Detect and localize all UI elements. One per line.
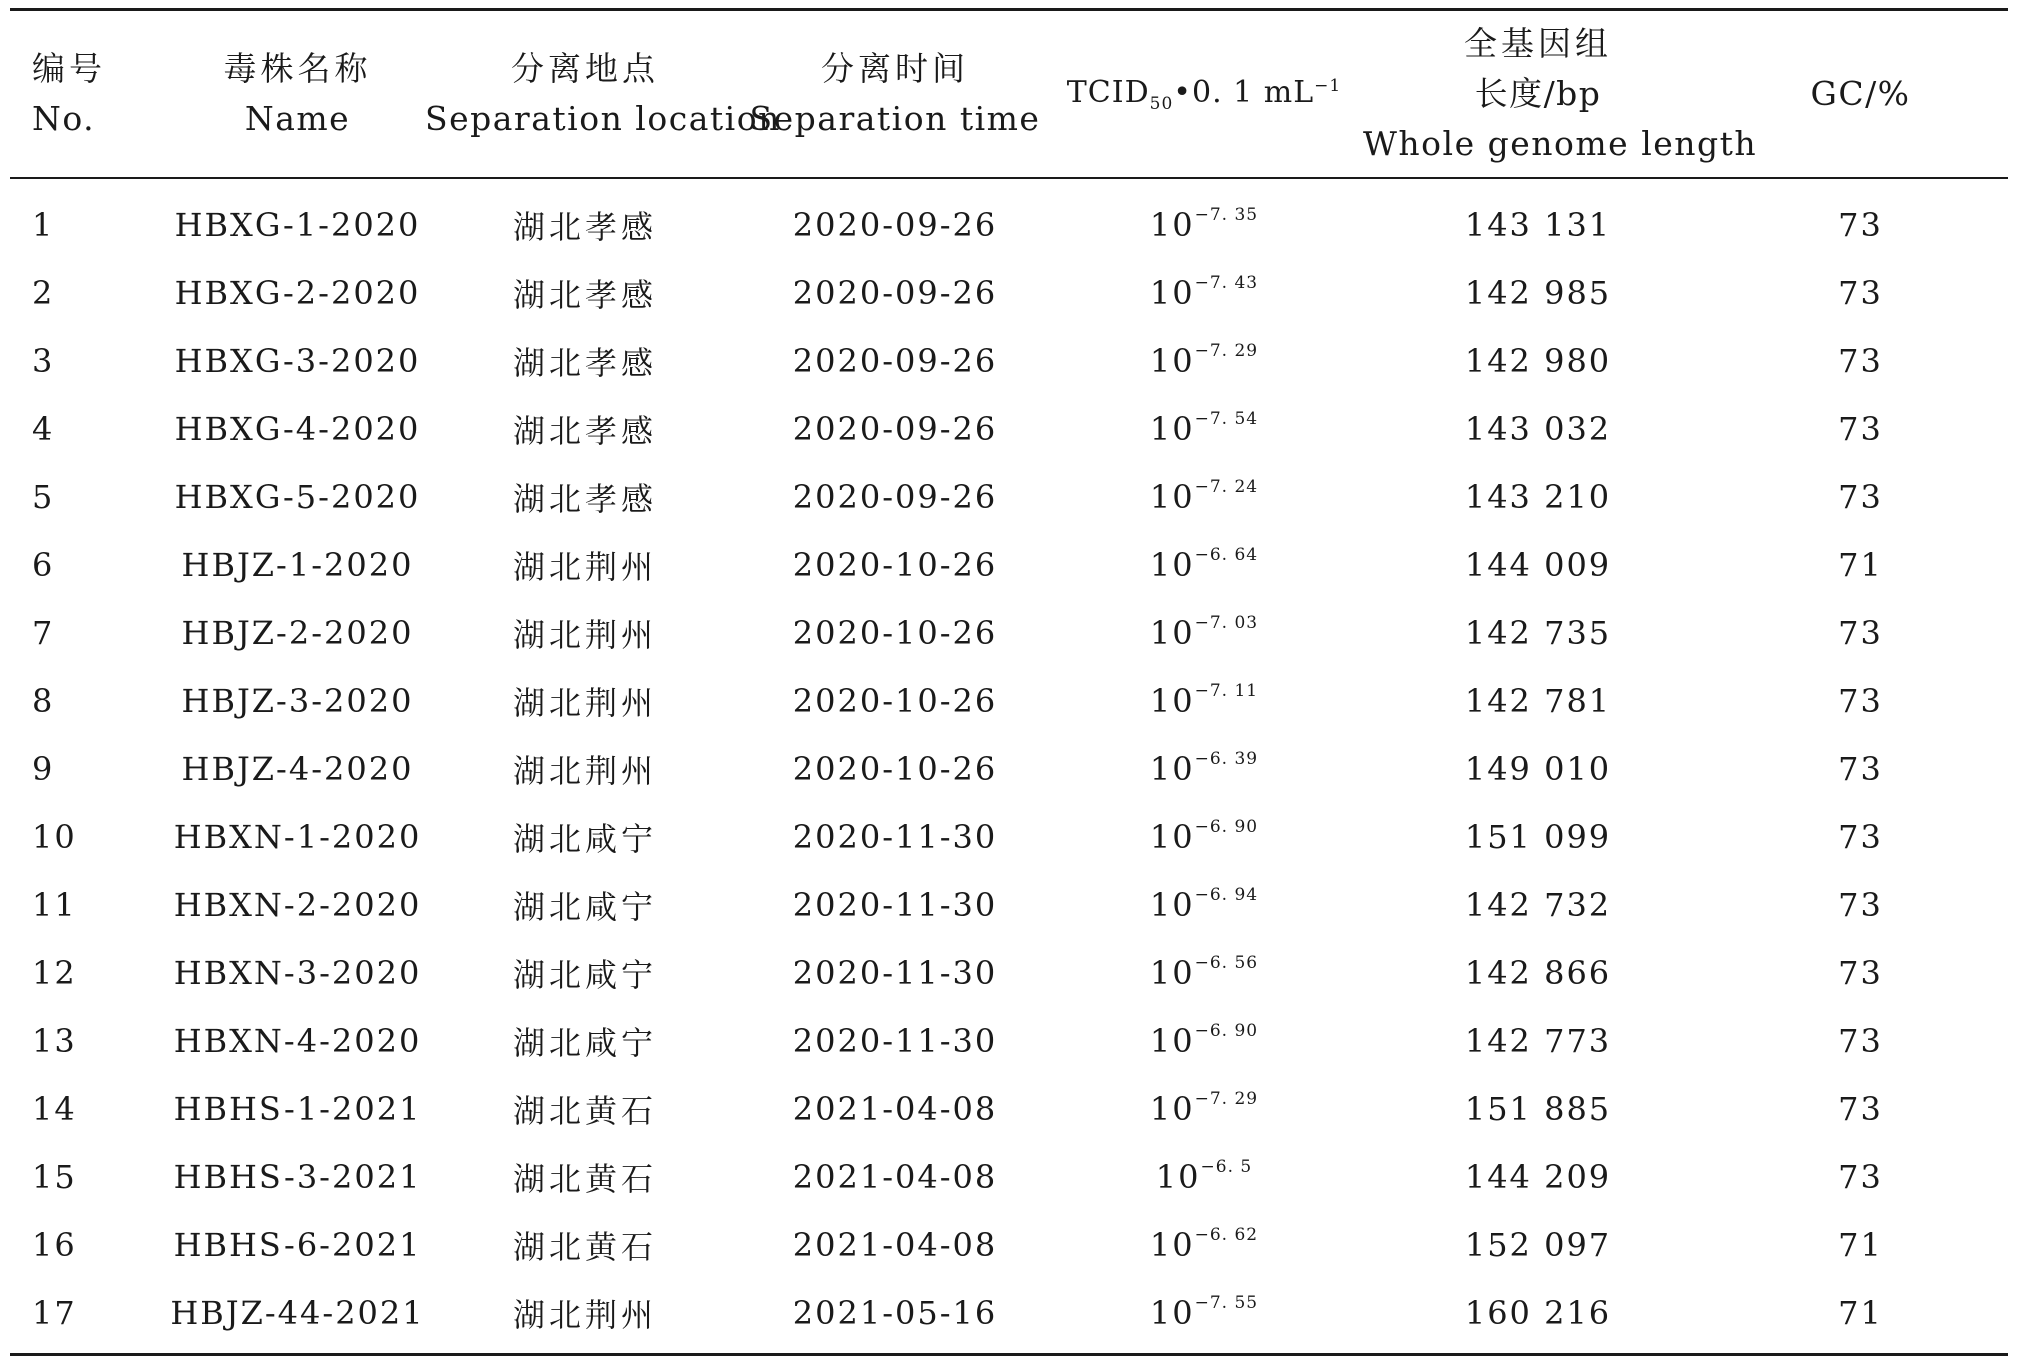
cell-tcid xyxy=(1045,410,1363,448)
tcid-exponent: −7. 24 xyxy=(1194,477,1259,498)
tcid-exponent: −6. 39 xyxy=(1194,749,1259,770)
table-row xyxy=(10,259,2008,327)
cell-genome-length: 143 131 xyxy=(1464,206,1612,244)
cell-no: 17 xyxy=(32,1294,77,1332)
cell-no: 12 xyxy=(32,954,77,992)
tcid-base: 10 xyxy=(1149,1022,1195,1060)
header-name: 毒株名称 Name xyxy=(223,49,372,138)
cell-location: 湖北荆州 xyxy=(512,1296,657,1334)
cell-location: 湖北孝感 xyxy=(512,276,657,314)
cell-tcid xyxy=(1045,478,1363,516)
table-row xyxy=(10,1211,2008,1279)
tcid-base: 10 xyxy=(1149,410,1195,448)
cell-genome-length: 142 735 xyxy=(1464,614,1612,652)
tcid-exponent: −7. 29 xyxy=(1194,1089,1259,1110)
cell-name: HBJZ-44-2021 xyxy=(170,1294,425,1332)
cell-no: 10 xyxy=(32,818,77,856)
tcid-base: 10 xyxy=(1149,886,1195,924)
table-row xyxy=(10,939,2008,1007)
cell-tcid xyxy=(1045,342,1363,380)
cell-no: 2 xyxy=(32,274,55,312)
cell-tcid xyxy=(1045,954,1363,992)
cell-location: 湖北荆州 xyxy=(512,684,657,722)
tcid-exponent: −7. 35 xyxy=(1194,205,1259,226)
tcid-base: 10 xyxy=(1149,342,1195,380)
cell-tcid xyxy=(1045,1090,1363,1128)
cell-no: 5 xyxy=(32,478,55,516)
cell-genome-length: 144 209 xyxy=(1464,1158,1612,1196)
cell-no: 1 xyxy=(32,206,55,244)
cell-gc: 73 xyxy=(1838,818,1883,856)
cell-time: 2020-10-26 xyxy=(792,614,998,652)
cell-name: HBJZ-1-2020 xyxy=(181,546,414,584)
table-header xyxy=(10,11,2008,177)
cell-tcid xyxy=(1045,750,1363,788)
cell-tcid xyxy=(1045,818,1363,856)
header-genome-length: 全基因组 长度/bp Whole genome length xyxy=(1363,24,1758,163)
cell-genome-length: 144 009 xyxy=(1464,546,1612,584)
tcid-exponent: −6. 56 xyxy=(1194,953,1259,974)
cell-genome-length: 143 032 xyxy=(1464,410,1612,448)
cell-gc: 73 xyxy=(1838,1158,1883,1196)
cell-name: HBJZ-3-2020 xyxy=(181,682,414,720)
table-row xyxy=(10,803,2008,871)
cell-genome-length: 143 210 xyxy=(1464,478,1612,516)
cell-tcid xyxy=(1045,614,1363,652)
cell-name: HBHS-1-2021 xyxy=(173,1090,422,1128)
header-location: 分离地点 Separation location xyxy=(425,49,781,138)
cell-gc: 73 xyxy=(1838,274,1883,312)
cell-gc: 73 xyxy=(1838,478,1883,516)
cell-time: 2020-09-26 xyxy=(792,274,998,312)
cell-no: 15 xyxy=(32,1158,77,1196)
cell-location: 湖北黄石 xyxy=(512,1228,657,1266)
cell-location: 湖北咸宁 xyxy=(512,820,657,858)
cell-no: 8 xyxy=(32,682,55,720)
cell-location: 湖北咸宁 xyxy=(512,1024,657,1062)
cell-tcid xyxy=(1045,206,1363,244)
cell-genome-length: 142 773 xyxy=(1464,1022,1612,1060)
cell-no: 9 xyxy=(32,750,55,788)
tcid-exponent: −6. 62 xyxy=(1194,1225,1259,1246)
cell-tcid xyxy=(1045,682,1363,720)
cell-time: 2020-10-26 xyxy=(792,750,998,788)
cell-name: HBHS-3-2021 xyxy=(173,1158,422,1196)
cell-time: 2020-11-30 xyxy=(792,1022,998,1060)
cell-location: 湖北荆州 xyxy=(512,548,657,586)
cell-time: 2021-04-08 xyxy=(792,1090,998,1128)
table-row xyxy=(10,1007,2008,1075)
cell-genome-length: 142 985 xyxy=(1464,274,1612,312)
table-row xyxy=(10,599,2008,667)
cell-no: 13 xyxy=(32,1022,77,1060)
cell-tcid xyxy=(1045,1022,1363,1060)
tcid-base: 10 xyxy=(1149,206,1195,244)
cell-no: 6 xyxy=(32,546,55,584)
cell-tcid xyxy=(1045,1226,1363,1264)
cell-genome-length: 151 885 xyxy=(1464,1090,1612,1128)
tcid-base: 10 xyxy=(1149,818,1195,856)
table-row xyxy=(10,1143,2008,1211)
cell-gc: 71 xyxy=(1838,1294,1883,1332)
tcid-exponent: −7. 03 xyxy=(1194,613,1259,634)
cell-gc: 73 xyxy=(1838,886,1883,924)
cell-no: 16 xyxy=(32,1226,77,1264)
tcid-base: 10 xyxy=(1149,682,1195,720)
cell-genome-length: 142 866 xyxy=(1464,954,1612,992)
cell-location: 湖北咸宁 xyxy=(512,888,657,926)
table-row xyxy=(10,327,2008,395)
cell-time: 2020-09-26 xyxy=(792,478,998,516)
cell-gc: 73 xyxy=(1838,614,1883,652)
tcid-exponent: −6. 90 xyxy=(1194,1021,1259,1042)
tcid-exponent: −7. 11 xyxy=(1194,681,1259,702)
tcid-base: 10 xyxy=(1149,954,1195,992)
cell-gc: 73 xyxy=(1838,682,1883,720)
tcid-exponent: −7. 54 xyxy=(1194,409,1259,430)
cell-name: HBXG-4-2020 xyxy=(174,410,421,448)
tcid-base: 10 xyxy=(1149,614,1195,652)
cell-time: 2021-05-16 xyxy=(792,1294,998,1332)
table-row xyxy=(10,191,2008,259)
cell-tcid xyxy=(1045,886,1363,924)
tcid-base: 10 xyxy=(1149,1090,1195,1128)
tcid-base: 10 xyxy=(1149,546,1195,584)
cell-no: 4 xyxy=(32,410,55,448)
table-row xyxy=(10,395,2008,463)
cell-name: HBXG-2-2020 xyxy=(174,274,421,312)
tcid-exponent: −6. 90 xyxy=(1194,817,1259,838)
tcid-exponent: −6. 64 xyxy=(1194,545,1259,566)
cell-name: HBXN-4-2020 xyxy=(173,1022,422,1060)
cell-time: 2020-10-26 xyxy=(792,546,998,584)
cell-tcid xyxy=(1045,1158,1363,1196)
cell-time: 2021-04-08 xyxy=(792,1158,998,1196)
cell-no: 11 xyxy=(32,886,77,924)
cell-gc: 73 xyxy=(1838,410,1883,448)
cell-name: HBXN-3-2020 xyxy=(173,954,422,992)
cell-name: HBXG-3-2020 xyxy=(174,342,421,380)
cell-time: 2020-11-30 xyxy=(792,886,998,924)
cell-genome-length: 152 097 xyxy=(1464,1226,1612,1264)
cell-tcid xyxy=(1045,1294,1363,1332)
cell-genome-length: 142 781 xyxy=(1464,682,1612,720)
tcid-base: 10 xyxy=(1149,750,1195,788)
cell-time: 2020-09-26 xyxy=(792,206,998,244)
cell-no: 3 xyxy=(32,342,55,380)
header-tcid: $TCID_{50}•0$. 1 $mL^{-1}$ xyxy=(1066,74,1342,114)
tcid-exponent: −7. 55 xyxy=(1194,1293,1259,1314)
tcid-base: 10 xyxy=(1155,1158,1201,1196)
cell-no: 14 xyxy=(32,1090,77,1128)
cell-location: 湖北荆州 xyxy=(512,616,657,654)
tcid-exponent: −7. 43 xyxy=(1194,273,1259,294)
cell-name: HBXG-1-2020 xyxy=(174,206,421,244)
cell-name: HBJZ-2-2020 xyxy=(181,614,414,652)
cell-location: 湖北咸宁 xyxy=(512,956,657,994)
header-gc: GC/% xyxy=(1810,74,1911,113)
cell-name: HBHS-6-2021 xyxy=(173,1226,422,1264)
cell-time: 2020-09-26 xyxy=(792,410,998,448)
cell-gc: 71 xyxy=(1838,1226,1883,1264)
cell-genome-length: 149 010 xyxy=(1464,750,1612,788)
cell-gc: 73 xyxy=(1838,206,1883,244)
cell-location: 湖北孝感 xyxy=(512,480,657,518)
cell-time: 2020-09-26 xyxy=(792,342,998,380)
tcid-exponent: −6. 94 xyxy=(1194,885,1259,906)
cell-gc: 73 xyxy=(1838,1022,1883,1060)
cell-genome-length: 151 099 xyxy=(1464,818,1612,856)
cell-gc: 73 xyxy=(1838,750,1883,788)
tcid-base: 10 xyxy=(1149,1226,1195,1264)
cell-location: 湖北孝感 xyxy=(512,344,657,382)
table-row xyxy=(10,1279,2008,1347)
tcid-base: 10 xyxy=(1149,1294,1195,1332)
cell-genome-length: 142 980 xyxy=(1464,342,1612,380)
tcid-exponent: −7. 29 xyxy=(1194,341,1259,362)
cell-location: 湖北孝感 xyxy=(512,208,657,246)
cell-time: 2021-04-08 xyxy=(792,1226,998,1264)
tcid-base: 10 xyxy=(1149,478,1195,516)
cell-no: 7 xyxy=(32,614,55,652)
table-body xyxy=(10,179,2008,1353)
table-row xyxy=(10,1075,2008,1143)
table-row xyxy=(10,667,2008,735)
cell-name: HBXN-2-2020 xyxy=(173,886,422,924)
cell-tcid xyxy=(1045,546,1363,584)
cell-location: 湖北荆州 xyxy=(512,752,657,790)
cell-time: 2020-10-26 xyxy=(792,682,998,720)
cell-gc: 73 xyxy=(1838,954,1883,992)
cell-genome-length: 160 216 xyxy=(1464,1294,1612,1332)
cell-name: HBXG-5-2020 xyxy=(174,478,421,516)
cell-time: 2020-11-30 xyxy=(792,818,998,856)
cell-location: 湖北黄石 xyxy=(512,1092,657,1130)
cell-gc: 71 xyxy=(1838,546,1883,584)
cell-location: 湖北孝感 xyxy=(512,412,657,450)
tcid-exponent: −6. 5 xyxy=(1200,1157,1253,1178)
strain-table xyxy=(10,8,2008,1356)
cell-name: HBJZ-4-2020 xyxy=(181,750,414,788)
cell-tcid xyxy=(1045,274,1363,312)
cell-time: 2020-11-30 xyxy=(792,954,998,992)
cell-gc: 73 xyxy=(1838,1090,1883,1128)
tcid-base: 10 xyxy=(1149,274,1195,312)
table-row xyxy=(10,463,2008,531)
table-row xyxy=(10,531,2008,599)
cell-name: HBXN-1-2020 xyxy=(173,818,422,856)
cell-genome-length: 142 732 xyxy=(1464,886,1612,924)
header-no: 编号 No. xyxy=(32,49,106,138)
cell-location: 湖北黄石 xyxy=(512,1160,657,1198)
header-time: 分离时间 Separation time xyxy=(749,49,1041,138)
cell-gc: 73 xyxy=(1838,342,1883,380)
table-row xyxy=(10,871,2008,939)
table-row xyxy=(10,735,2008,803)
